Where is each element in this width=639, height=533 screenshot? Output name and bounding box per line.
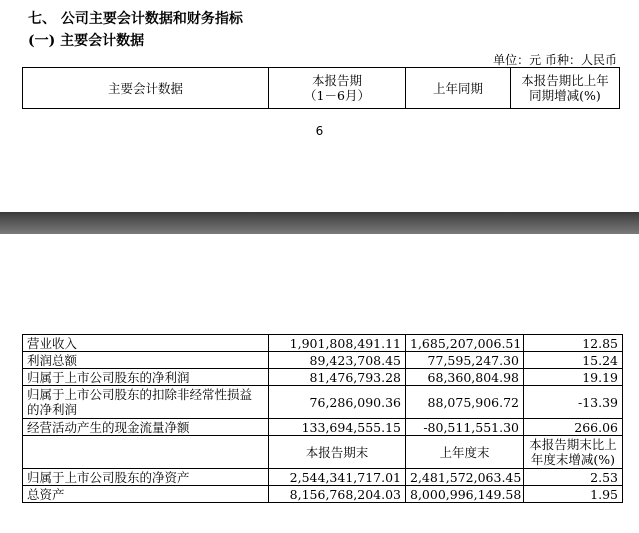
unit-currency-line: 单位：元 币种：人民币 (493, 53, 617, 67)
row-current: 1,901,808,491.11 (269, 335, 406, 352)
row-label: 利润总额 (23, 352, 269, 369)
header-col-current-period (269, 68, 406, 109)
row-label: 经营活动产生的现金流量净额 (23, 419, 269, 436)
row-change: 1.95 (524, 486, 623, 503)
row-prior: 88,075,906.72 (406, 386, 524, 419)
row-label: 归属于上市公司股东的净资产 (23, 469, 269, 486)
table-row (23, 352, 623, 369)
row-label: 归属于上市公司股东的扣除非经常性损益的净利润 (23, 386, 269, 419)
header-col-current-line1: 本报告期 (311, 73, 362, 88)
row-change: 2.53 (524, 469, 623, 486)
row-current: 2,544,341,717.01 (269, 469, 406, 486)
header-col-change-line1: 本报告期比上年 (521, 73, 609, 88)
header-col-metric: 主要会计数据 (23, 68, 269, 109)
row-prior: 8,000,996,149.58 (406, 486, 524, 503)
table-row (23, 369, 623, 386)
row-change: 12.85 (524, 335, 623, 352)
row-change: 15.24 (524, 352, 623, 369)
row-current: 8,156,768,204.03 (269, 486, 406, 503)
sub-header-change (524, 436, 623, 469)
table-row (23, 486, 623, 503)
page-divider (0, 212, 639, 234)
sub-header-blank (23, 436, 269, 469)
section-heading: 七、 公司主要会计数据和财务指标 (28, 11, 243, 27)
row-prior: 2,481,572,063.45 (406, 469, 524, 486)
row-label: 营业收入 (23, 335, 269, 352)
row-prior: 1,685,207,006.51 (406, 335, 524, 352)
header-col-change-line2: 同期增减(%) (529, 88, 601, 103)
row-current: 81,476,793.28 (269, 369, 406, 386)
sub-header-prior-year-end: 上年度末 (406, 436, 524, 469)
sub-header-change-line1: 本报告期末比上 (529, 437, 617, 452)
table-row (23, 469, 623, 486)
row-change: 266.06 (524, 419, 623, 436)
row-current: 76,286,090.36 (269, 386, 406, 419)
row-label: 归属于上市公司股东的净利润 (23, 369, 269, 386)
row-prior: -80,511,551.30 (406, 419, 524, 436)
page-number: 6 (315, 124, 324, 138)
header-row (23, 68, 620, 109)
header-table (22, 67, 620, 109)
sub-heading: (一) 主要会计数据 (28, 33, 145, 49)
header-col-current-line2: （1－6月） (304, 88, 370, 103)
sub-header-row (23, 436, 623, 469)
table-row (23, 386, 623, 419)
row-prior: 77,595,247.30 (406, 352, 524, 369)
header-col-change (511, 68, 620, 109)
sub-header-change-line2: 年度末增减(%) (530, 452, 616, 467)
accounting-data-table (22, 334, 623, 503)
row-current: 89,423,708.45 (269, 352, 406, 369)
row-prior: 68,360,804.98 (406, 369, 524, 386)
table-row (23, 419, 623, 436)
row-change: 19.19 (524, 369, 623, 386)
row-label: 总资产 (23, 486, 269, 503)
row-current: 133,694,555.15 (269, 419, 406, 436)
row-change: -13.39 (524, 386, 623, 419)
header-col-prior-period: 上年同期 (406, 68, 511, 109)
sub-header-period-end: 本报告期末 (269, 436, 406, 469)
table-row (23, 335, 623, 352)
